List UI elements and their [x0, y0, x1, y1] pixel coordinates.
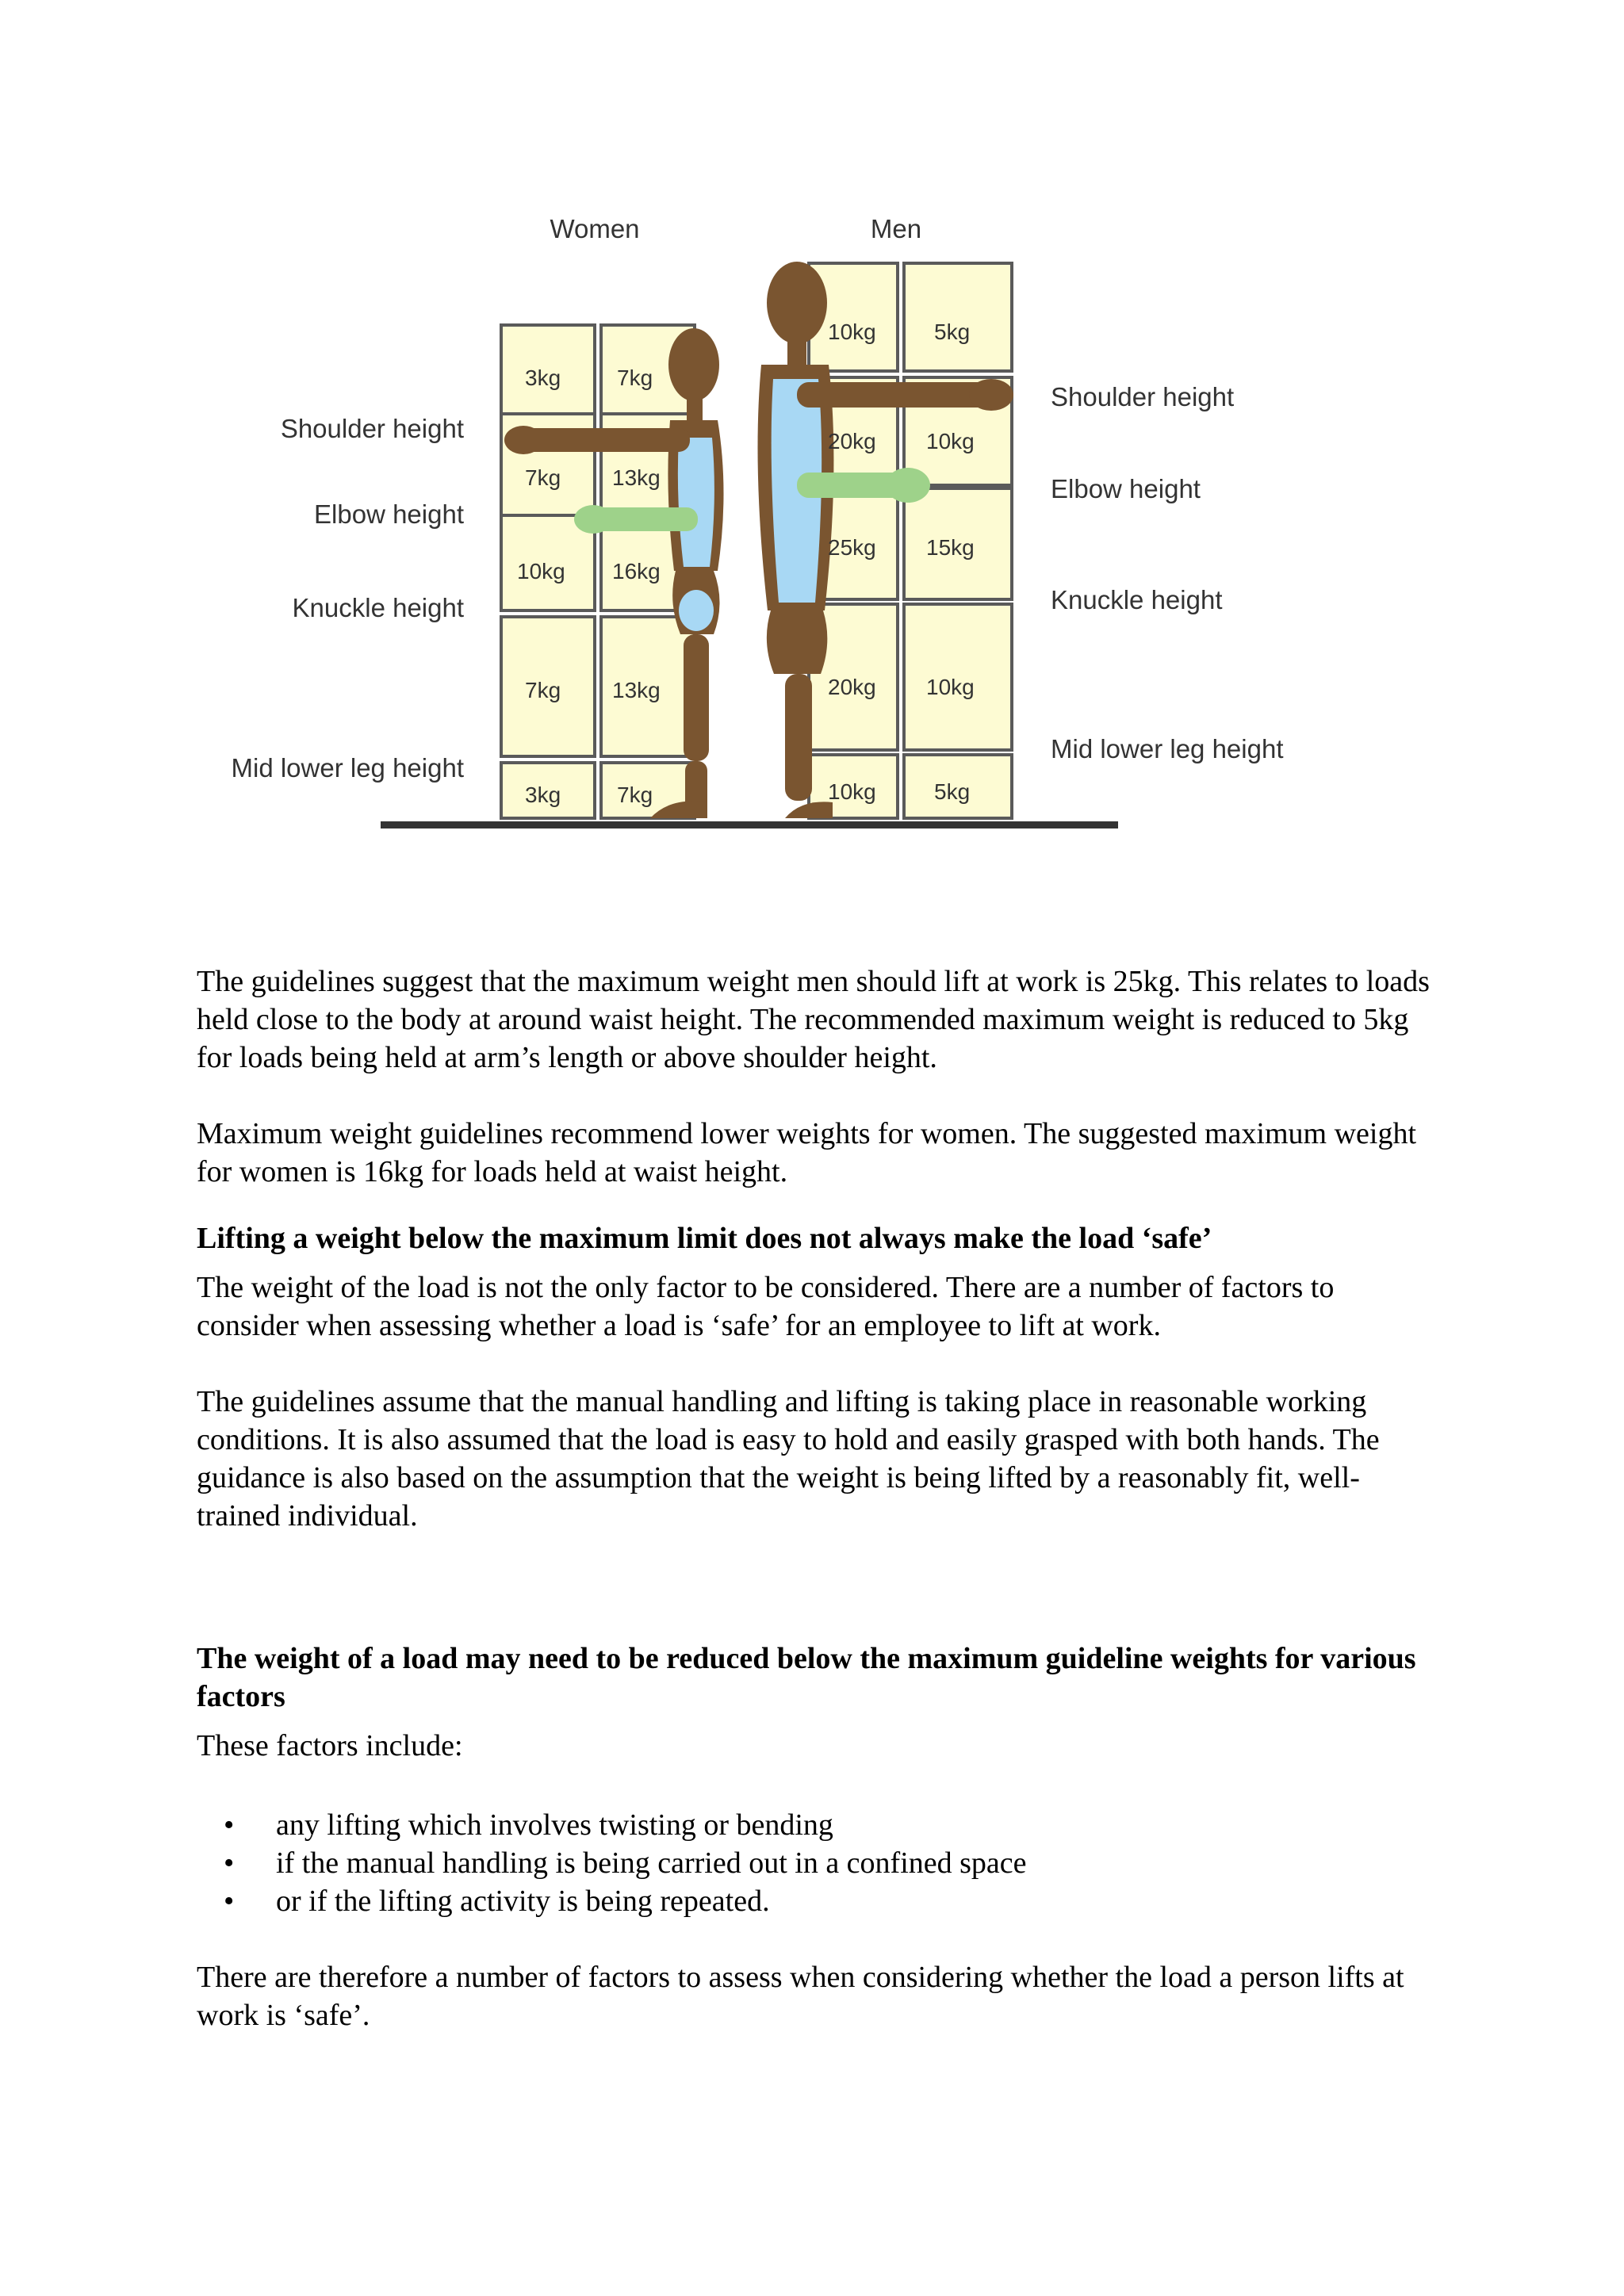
- header-women: Women: [550, 214, 640, 243]
- factors-list: [197, 1806, 1434, 1920]
- men-weight-midleg-arm: 10kg: [926, 675, 975, 699]
- woman-upper-leg: [684, 634, 709, 761]
- list-item: • if the manual handling is being carried out in a confined space: [276, 1844, 1434, 1882]
- women-weight-midleg-arm: 7kg: [525, 678, 561, 702]
- women-weight-knuckle-arm: 10kg: [517, 559, 565, 584]
- women-weight-elbow-close: 13kg: [612, 465, 661, 490]
- man-leg: [785, 674, 812, 801]
- women-weight-midleg-close: 13kg: [612, 678, 661, 702]
- women-weight-knuckle-close: 16kg: [612, 559, 661, 584]
- woman-hand: [504, 426, 542, 454]
- paragraph-other-factors: The weight of the load is not the only factor to be considered. There are a number of factors to consider when assessing whether a load is ‘safe’ for an employee to lift at work.: [197, 1271, 1335, 1342]
- list-item: • or if the lifting activity is being repeated.: [276, 1882, 1434, 1920]
- left-label-shoulder: Shoulder height: [280, 414, 464, 443]
- header-men: Men: [870, 214, 922, 243]
- women-weight-shoulder-arm: 3kg: [525, 365, 561, 390]
- man-head: [767, 262, 827, 344]
- paragraph-conclusion: There are therefore a number of factors to assess when considering whether the load a person lifts at work is ‘safe’.: [197, 1961, 1404, 2032]
- men-weight-elbow-close: 20kg: [828, 429, 876, 453]
- left-label-knuckle: Knuckle height: [292, 593, 464, 622]
- men-weight-elbow-arm: 10kg: [926, 429, 975, 453]
- men-weight-knuckle-close: 25kg: [828, 535, 876, 560]
- paragraph-men-weights: The guidelines suggest that the maximum weight men should lift at work is 25kg. This relates to loads held close to the body at around waist height. The recommended maximum weight is reduced to 5kg for loads being held at arm’s length or above shoulder height.: [197, 965, 1430, 1074]
- floor-line: [381, 821, 1118, 828]
- left-label-midleg: Mid lower leg height: [231, 753, 464, 783]
- man-hips: [767, 610, 827, 674]
- woman-head: [668, 328, 719, 401]
- women-weight-elbow-arm: 7kg: [525, 465, 561, 490]
- lifting-weights-diagram: [198, 198, 1348, 856]
- heading-safe-limit: Lifting a weight below the maximum limit does not always make the load ‘safe’: [197, 1222, 1212, 1255]
- men-weight-midleg-close: 20kg: [828, 675, 876, 699]
- right-label-elbow: Elbow height: [1051, 474, 1201, 503]
- man-arm-extended: [797, 382, 995, 408]
- right-label-knuckle: Knuckle height: [1051, 585, 1223, 614]
- body-text: [197, 962, 1434, 2034]
- women-weight-floor-close: 7kg: [617, 783, 653, 807]
- right-label-midleg: Mid lower leg height: [1051, 734, 1284, 763]
- men-weight-shoulder-arm: 5kg: [934, 320, 971, 344]
- women-weight-floor-arm: 3kg: [525, 783, 561, 807]
- right-label-shoulder: Shoulder height: [1051, 382, 1235, 411]
- paragraph-women-weights: Maximum weight guidelines recommend lower weights for women. The suggested maximum weight for women is 16kg for loads held at waist height.: [197, 1117, 1416, 1188]
- list-item: • any lifting which involves twisting or bending: [276, 1806, 1434, 1844]
- paragraph-factors-intro: These factors include:: [197, 1729, 463, 1762]
- heading-reduce-weight: The weight of a load may need to be reduced below the maximum guideline weights for various factors: [197, 1642, 1416, 1713]
- paragraph-assumptions: The guidelines assume that the manual handling and lifting is taking place in reasonable working conditions. It is also assumed that the load is easy to hold and easily grasped with both hands. The guidance is also based on the assumption that the weight is being lifted by a reasonably fit, well-trained individual.: [197, 1385, 1380, 1533]
- left-label-elbow: Elbow height: [314, 499, 464, 529]
- men-weight-shoulder-close: 10kg: [828, 320, 876, 344]
- women-weight-shoulder-close: 7kg: [617, 365, 653, 390]
- lifting-weights-figure: [198, 198, 1348, 856]
- men-weight-floor-close: 10kg: [828, 779, 876, 804]
- woman-torso-highlight: [678, 438, 714, 567]
- man-hand: [969, 379, 1013, 411]
- men-weight-knuckle-arm: 15kg: [926, 535, 975, 560]
- man-foot: [785, 802, 833, 818]
- men-weight-floor-arm: 5kg: [934, 779, 971, 804]
- men-cell-shoulder-arm: [904, 263, 1012, 371]
